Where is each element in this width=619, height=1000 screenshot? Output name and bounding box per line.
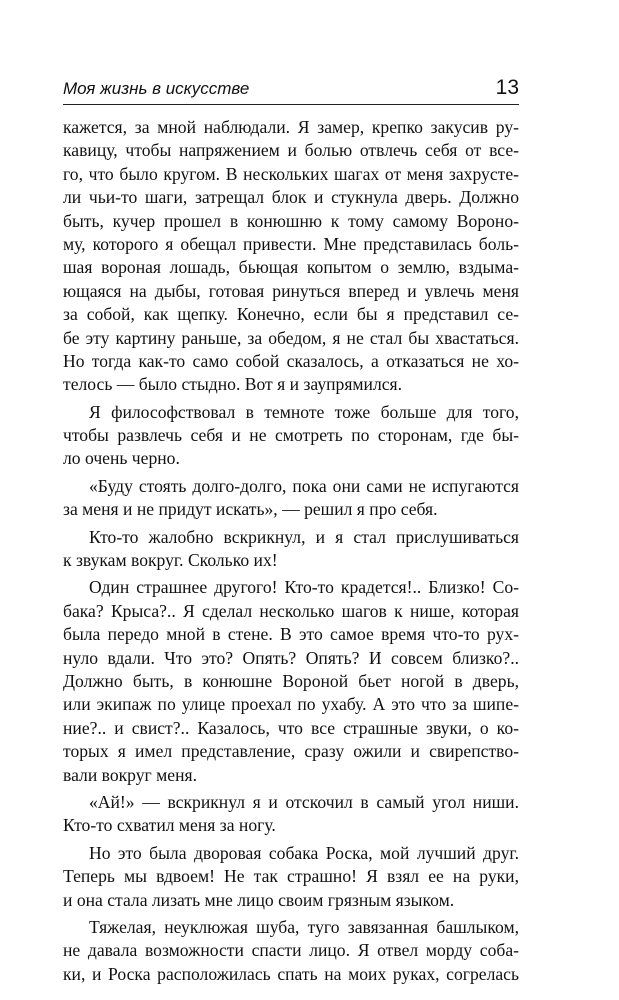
text-line: Но тогда как-то само собой сказалось, а отказаться не хо- (63, 350, 519, 371)
running-title: Моя жизнь в искусстве (63, 79, 250, 98)
text-line: Должно быть, в конюшне Вороной бьет ногой в дверь, (63, 670, 519, 691)
paragraph (63, 116, 519, 397)
text-line: Теперь мы вдвоем! Не так страшно! Я взял ее на руки, (63, 866, 519, 887)
paragraph (63, 576, 519, 787)
paragraph (63, 842, 519, 912)
paragraph (63, 401, 519, 471)
paragraph (63, 475, 519, 522)
text-line: или экипаж по улице проехал по ухабу. А это что за шипе- (63, 694, 519, 715)
page-number: 13 (495, 76, 519, 99)
text-line: ющаяся на дыбы, готовая ринуться вперед и увлечь меня (63, 280, 519, 301)
paragraph (63, 791, 519, 838)
text-line: Но это была дворовая собака Роска, мой лучший друг. (89, 842, 519, 863)
text-line: к звукам вокруг. Сколько их! (63, 550, 278, 571)
text-line: кавицу, чтобы напряжением и болью отвлечь себя от все- (63, 140, 519, 161)
text-line: была передо мной в стене. В это самое время что-то рух- (63, 624, 519, 645)
text-line: бака? Крыса?.. Я сделал несколько шагов к нише, которая (63, 600, 519, 621)
paragraph (63, 916, 519, 986)
text-line: за собой, как щепку. Конечно, если бы я представил се- (63, 304, 519, 325)
text-line: шая вороная лошадь, бьющая копытом о землю, вздыма- (63, 257, 519, 278)
text-line: телось — было стыдно. Вот я и заупрямился. (63, 374, 403, 395)
text-line: быть, кучер прошел в конюшню к тому самому Вороно- (63, 210, 519, 231)
text-line: му, которого я обещал привести. Мне представилась боль- (63, 233, 519, 254)
text-line: кажется, за мной наблюдали. Я замер, крепко закусив ру- (63, 117, 519, 137)
body-text (63, 116, 519, 986)
text-line: торых я имел представление, сразу ожили и свирепство- (63, 741, 519, 762)
page-header (63, 78, 519, 102)
text-line: нуло вдали. Что это? Опять? Опять? И совсем близко?.. (63, 647, 519, 668)
text-line: ло очень черно. (63, 448, 180, 469)
text-line: за меня и не придут искать», — решил я про себя. (63, 499, 438, 520)
text-line: чтобы развлечь себя и не смотреть по сторонам, где бы- (63, 425, 519, 446)
paragraph (63, 526, 519, 573)
text-line: Кто-то жалобно вскрикнул, и я стал прислушиваться (89, 526, 519, 547)
text-line: вали вокруг меня. (63, 764, 197, 785)
text-line: Тяжелая, неуклюжая шуба, туго завязанная башлыком, (89, 916, 519, 937)
text-line: и она стала лизать мне лицо своим грязным языком. (63, 889, 455, 910)
text-line: Я философствовал в темноте тоже больше для того, (89, 401, 519, 422)
header-rule (63, 104, 519, 105)
text-line: не давала возможности спасти лицо. Я отвел морду соба- (63, 940, 519, 961)
text-line: ки, и Роска расположилась спать на моих руках, согрелась (63, 963, 519, 984)
text-line: «Буду стоять долго-долго, пока они сами не испугаются (89, 475, 519, 496)
text-line: бе эту картину раньше, за обедом, я не стал бы хвастаться. (63, 327, 519, 348)
text-line: ли чьи-то шаги, затрещал блок и стукнула дверь. Должно (63, 187, 519, 208)
text-line: го, что было кругом. В нескольких шагах от меня захрусте- (63, 163, 519, 184)
text-line: «Ай!» — вскрикнул я и отскочил в самый угол ниши. (89, 791, 519, 812)
text-line: Один страшнее другого! Кто-то крадется!.. Близко! Со- (89, 577, 519, 598)
text-line: Кто-то схватил меня за ногу. (63, 815, 276, 836)
text-line: ние?.. и свист?.. Казалось, что все страшные звуки, о ко- (63, 717, 519, 738)
